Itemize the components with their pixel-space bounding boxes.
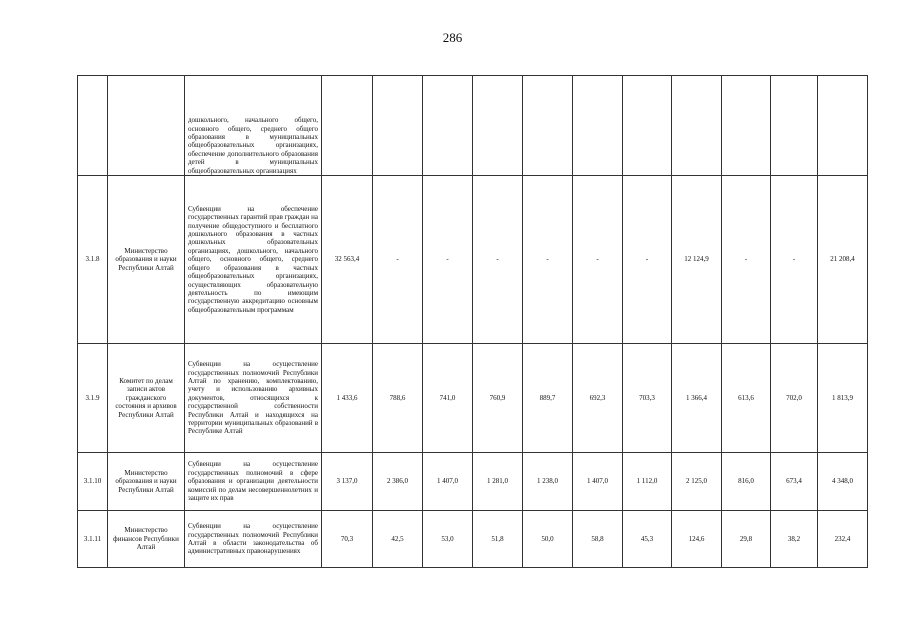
- row-number-cell: [78, 76, 108, 176]
- value-cell: -: [722, 176, 771, 344]
- value-cell: 50,0: [523, 511, 573, 568]
- executor-cell: Министерство образования и науки Республики Алтай: [108, 176, 185, 344]
- executor-cell: Министерство образования и науки Республики Алтай: [108, 453, 185, 511]
- executor-cell: [108, 76, 185, 176]
- description-cell: Субвенции на обеспечение государственных гарантий прав граждан на получение общедоступного и бесплатного дошкольного образования в частных дошкольных образовательных организациях, дошкольного, начального общего, основного общего, среднего общего образования в частных общеобразовательных организациях, осуществляющих образовательную деятельность по имеющим государственную аккредитацию основным общеобразовательным программам: [185, 176, 322, 344]
- value-cell: 1 366,4: [672, 344, 722, 453]
- value-cell: [523, 76, 573, 176]
- value-cell: 2 386,0: [373, 453, 423, 511]
- value-cell: [373, 76, 423, 176]
- value-cell: 232,4: [818, 511, 868, 568]
- value-cell: -: [771, 176, 818, 344]
- value-cell: 53,0: [423, 511, 473, 568]
- value-cell: 4 348,0: [818, 453, 868, 511]
- value-cell: [573, 76, 623, 176]
- description-cell: Субвенции на осуществление государственных полномочий Республики Алтай по хранению, комплектованию, учету и использованию архивных документов, относящихся к государственной собственности Республики Алтай и находящихся на территории муниципальных образований в Республике Алтай: [185, 344, 322, 453]
- value-cell: 1 281,0: [473, 453, 523, 511]
- value-cell: -: [373, 176, 423, 344]
- value-cell: -: [623, 176, 672, 344]
- table-row: [78, 76, 868, 176]
- value-cell: [722, 76, 771, 176]
- value-cell: 702,0: [771, 344, 818, 453]
- value-cell: 21 208,4: [818, 176, 868, 344]
- description-cell: дошкольного, начального общего, основного общего, среднего общего образования в муниципальных общеобразовательных организациях, обеспечение дополнительного образования детей в муниципальных общеобразовательных организациях: [185, 76, 322, 176]
- row-number-cell: 3.1.10: [78, 453, 108, 511]
- value-cell: 12 124,9: [672, 176, 722, 344]
- value-cell: 703,3: [623, 344, 672, 453]
- value-cell: 741,0: [423, 344, 473, 453]
- value-cell: 1 433,6: [322, 344, 373, 453]
- row-number-cell: 3.1.9: [78, 344, 108, 453]
- value-cell: [771, 76, 818, 176]
- value-cell: -: [523, 176, 573, 344]
- description-cell: Субвенции на осуществление государственных полномочий в сфере образования и организации деятельности комиссий по делам несовершеннолетних и защите их прав: [185, 453, 322, 511]
- table-row: [78, 453, 868, 511]
- value-cell: 1 813,9: [818, 344, 868, 453]
- value-cell: [623, 76, 672, 176]
- value-cell: 2 125,0: [672, 453, 722, 511]
- value-cell: 760,9: [473, 344, 523, 453]
- value-cell: [818, 76, 868, 176]
- executor-cell: Комитет по делам записи актов гражданского состояния и архивов Республики Алтай: [108, 344, 185, 453]
- value-cell: -: [573, 176, 623, 344]
- value-cell: [423, 76, 473, 176]
- row-number-cell: 3.1.11: [78, 511, 108, 568]
- value-cell: 1 407,0: [423, 453, 473, 511]
- value-cell: 124,6: [672, 511, 722, 568]
- value-cell: 42,5: [373, 511, 423, 568]
- row-number-cell: 3.1.8: [78, 176, 108, 344]
- subvention-table: [77, 75, 868, 568]
- value-cell: 45,3: [623, 511, 672, 568]
- value-cell: -: [423, 176, 473, 344]
- value-cell: [473, 76, 523, 176]
- value-cell: 29,8: [722, 511, 771, 568]
- value-cell: 70,3: [322, 511, 373, 568]
- description-cell: Субвенции на осуществление государственных полномочий Республики Алтай в области законодательства об административных правонарушениях: [185, 511, 322, 568]
- value-cell: 673,4: [771, 453, 818, 511]
- value-cell: 1 407,0: [573, 453, 623, 511]
- value-cell: 1 238,0: [523, 453, 573, 511]
- value-cell: 3 137,0: [322, 453, 373, 511]
- value-cell: 1 112,0: [623, 453, 672, 511]
- value-cell: 692,3: [573, 344, 623, 453]
- value-cell: 38,2: [771, 511, 818, 568]
- value-cell: 613,6: [722, 344, 771, 453]
- value-cell: 58,8: [573, 511, 623, 568]
- page-number: 286: [442, 30, 463, 45]
- executor-cell: Министерство финансов Республики Алтай: [108, 511, 185, 568]
- value-cell: 816,0: [722, 453, 771, 511]
- value-cell: 889,7: [523, 344, 573, 453]
- value-cell: [672, 76, 722, 176]
- value-cell: 32 563,4: [322, 176, 373, 344]
- table-row: [78, 344, 868, 453]
- value-cell: [322, 76, 373, 176]
- table-row: [78, 511, 868, 568]
- value-cell: 51,8: [473, 511, 523, 568]
- value-cell: 788,6: [373, 344, 423, 453]
- table-row: [78, 176, 868, 344]
- value-cell: -: [473, 176, 523, 344]
